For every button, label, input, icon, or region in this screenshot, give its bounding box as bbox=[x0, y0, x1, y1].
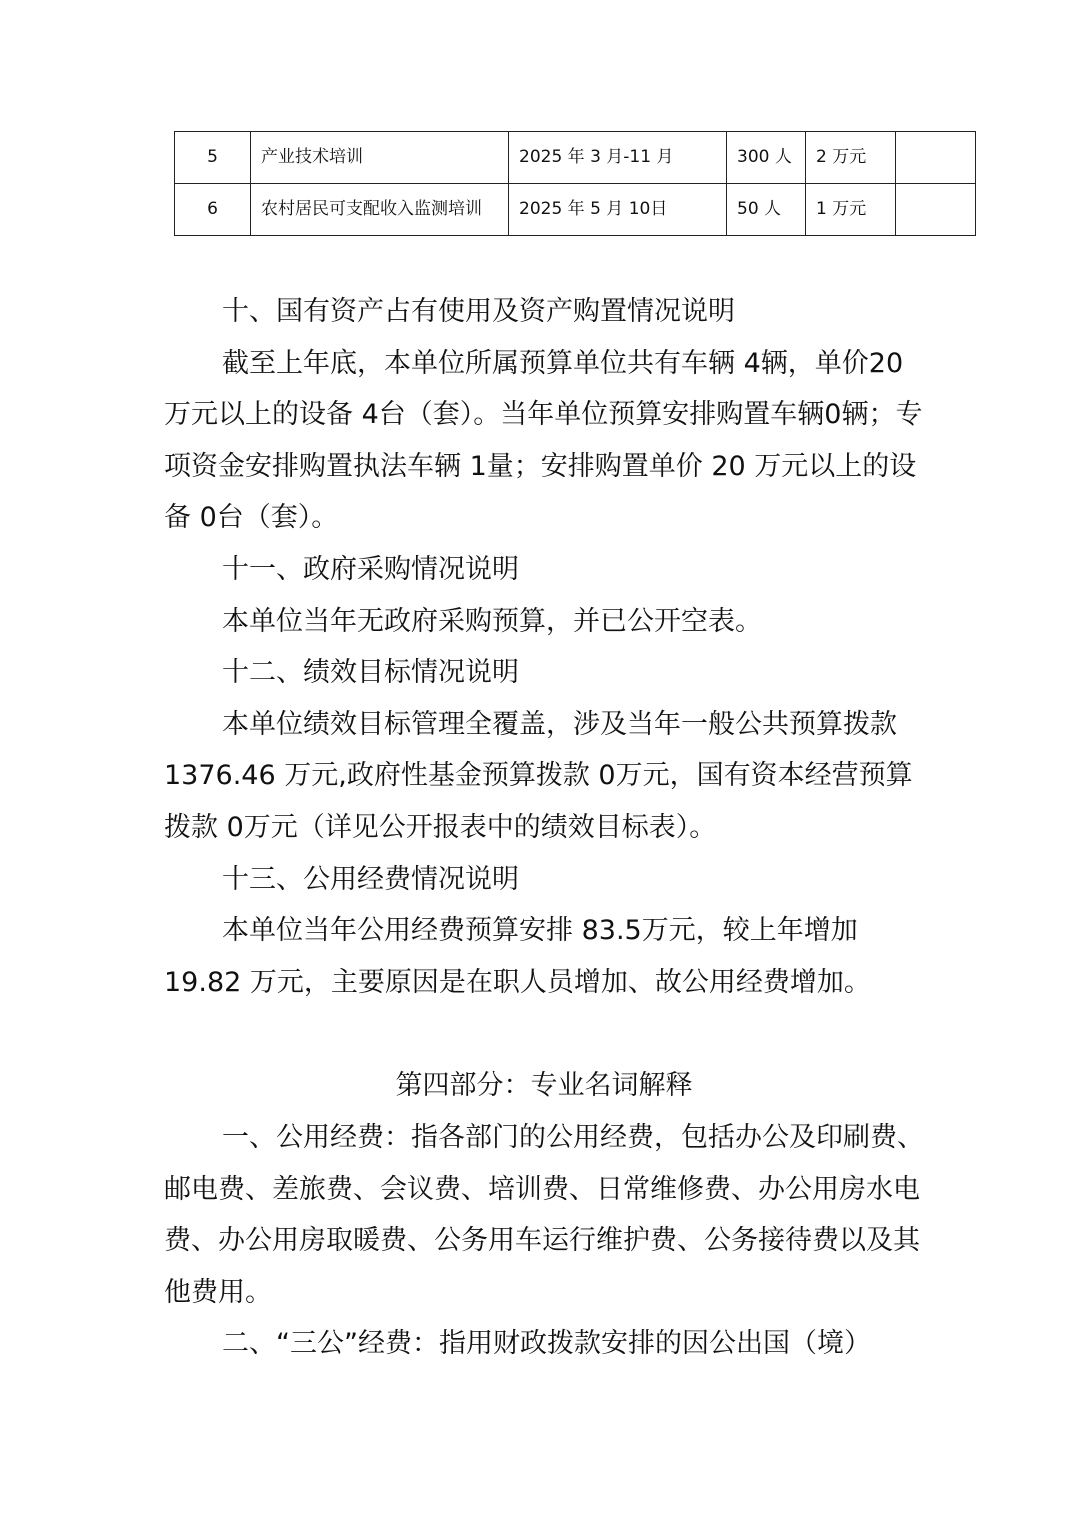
row-number: 5 bbox=[175, 132, 251, 184]
training-name: 产业技术培训 bbox=[251, 132, 509, 184]
definition-paragraph: 二、“三公”经费：指用财政拨款安排的因公出国（境） bbox=[222, 1328, 871, 1360]
training-people: 300 人 bbox=[727, 132, 806, 184]
section-gap bbox=[164, 1008, 924, 1060]
section-paragraph: 本单位当年无政府采购预算，并已公开空表。 bbox=[222, 605, 762, 637]
section-paragraph: 截至上年底，本单位所属预算单位共有车辆 4辆，单价20 万元以上的设备 4台（套）。当年单位预算安排购置车辆0辆；专项资金安排购置执法车辆 1量；安排购置单价 20 万元以上的设备 0台（套）。 bbox=[164, 347, 923, 534]
training-amount: 1 万元 bbox=[806, 184, 896, 236]
document-body bbox=[164, 286, 924, 1370]
training-note bbox=[896, 132, 976, 184]
section-heading: 十三、公用经费情况说明 bbox=[222, 863, 519, 895]
section-paragraph: 本单位绩效目标管理全覆盖，涉及当年一般公共预算拨款 1376.46 万元,政府性基金预算拨款 0万元，国有资本经营预算拨款 0万元（详见公开报表中的绩效目标表）。 bbox=[164, 708, 913, 843]
table-row bbox=[175, 184, 976, 236]
section-heading: 十二、绩效目标情况说明 bbox=[222, 657, 519, 689]
training-table bbox=[174, 131, 976, 236]
section-heading: 十一、政府采购情况说明 bbox=[222, 553, 519, 585]
section-heading: 十、国有资产占有使用及资产购置情况说明 bbox=[222, 296, 735, 327]
training-date: 2025 年 3 月-11 月 bbox=[509, 132, 727, 184]
part-title: 第四部分：专业名词解释 bbox=[395, 1070, 693, 1102]
table-row bbox=[175, 132, 976, 184]
training-date: 2025 年 5 月 10日 bbox=[509, 184, 727, 236]
training-people: 50 人 bbox=[727, 184, 806, 236]
row-number: 6 bbox=[175, 184, 251, 236]
section-paragraph: 本单位当年公用经费预算安排 83.5万元，较上年增加19.82 万元，主要原因是在职人员增加、故公用经费增加。 bbox=[164, 915, 871, 998]
definition-paragraph: 一、公用经费：指各部门的公用经费，包括办公及印刷费、邮电费、差旅费、会议费、培训费、日常维修费、办公用房水电费、办公用房取暖费、公务用车运行维护费、公务接待费以及其他费用。 bbox=[164, 1121, 924, 1308]
training-note bbox=[896, 184, 976, 236]
training-amount: 2 万元 bbox=[806, 132, 896, 184]
training-name: 农村居民可支配收入监测培训 bbox=[251, 184, 509, 236]
